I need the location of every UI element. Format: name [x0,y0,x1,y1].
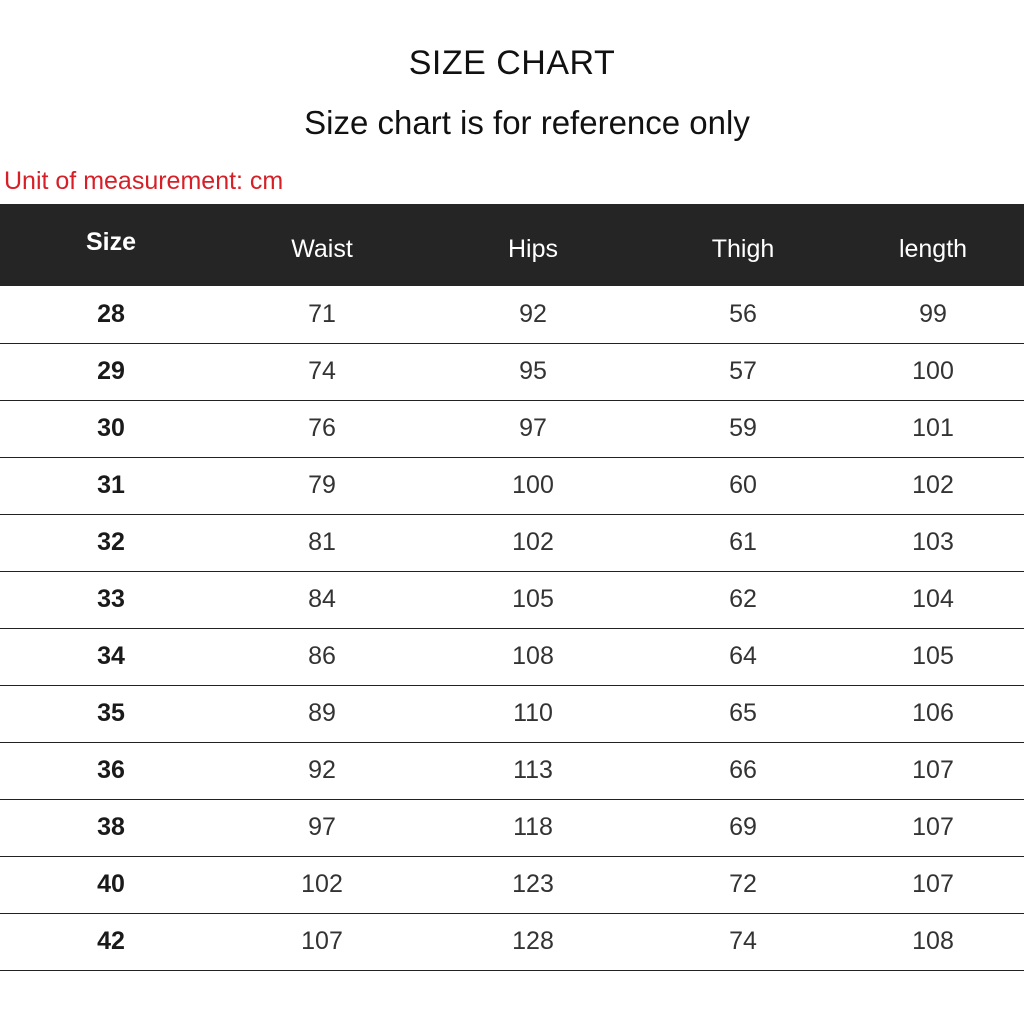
column-header-waist: Waist [291,234,353,263]
cell-thigh: 57 [644,343,842,400]
cell-hips: 108 [422,628,644,685]
cell-thigh: 64 [644,628,842,685]
column-header-length: length [898,234,968,263]
cell-length: 107 [842,856,1024,913]
cell-hips: 105 [422,571,644,628]
page-subtitle: Size chart is for reference only [304,104,750,141]
cell-thigh: 60 [644,457,842,514]
cell-size: 42 [0,913,222,970]
cell-length: 107 [842,742,1024,799]
cell-size: 31 [0,457,222,514]
cell-thigh: 65 [644,685,842,742]
table-body [0,286,1024,970]
table-header [0,204,1024,286]
cell-thigh: 69 [644,799,842,856]
cell-hips: 102 [422,514,644,571]
page-title: SIZE CHART [408,44,616,82]
cell-thigh: 59 [644,400,842,457]
table-header-row [0,204,1024,286]
cell-thigh: 72 [644,856,842,913]
cell-waist: 89 [222,685,422,742]
cell-length: 103 [842,514,1024,571]
cell-hips: 110 [422,685,644,742]
cell-thigh: 66 [644,742,842,799]
cell-size: 38 [0,799,222,856]
cell-size: 35 [0,685,222,742]
cell-waist: 84 [222,571,422,628]
cell-thigh: 62 [644,571,842,628]
cell-hips: 128 [422,913,644,970]
cell-length: 106 [842,685,1024,742]
cell-length: 100 [842,343,1024,400]
cell-thigh: 61 [644,514,842,571]
cell-size: 30 [0,400,222,457]
column-header-size: Size [85,227,137,256]
unit-note: Unit of measurement: cm [4,167,284,195]
cell-length: 101 [842,400,1024,457]
cell-size: 40 [0,856,222,913]
table-row [0,286,1024,343]
cell-waist: 102 [222,856,422,913]
cell-hips: 123 [422,856,644,913]
table-row [0,628,1024,685]
table-row [0,343,1024,400]
cell-length: 104 [842,571,1024,628]
table-row [0,856,1024,913]
cell-size: 36 [0,742,222,799]
cell-size: 29 [0,343,222,400]
table-row [0,913,1024,970]
cell-waist: 107 [222,913,422,970]
cell-length: 99 [842,286,1024,343]
cell-size: 32 [0,514,222,571]
cell-waist: 97 [222,799,422,856]
cell-hips: 100 [422,457,644,514]
cell-hips: 118 [422,799,644,856]
cell-waist: 86 [222,628,422,685]
table-row [0,742,1024,799]
cell-length: 102 [842,457,1024,514]
cell-size: 34 [0,628,222,685]
cell-thigh: 74 [644,913,842,970]
table-row [0,457,1024,514]
cell-length: 107 [842,799,1024,856]
cell-waist: 76 [222,400,422,457]
table-row [0,685,1024,742]
table-row [0,571,1024,628]
cell-waist: 92 [222,742,422,799]
cell-thigh: 56 [644,286,842,343]
table-row [0,799,1024,856]
cell-hips: 113 [422,742,644,799]
cell-hips: 97 [422,400,644,457]
cell-size: 28 [0,286,222,343]
column-header-hips: Hips [507,234,558,263]
cell-waist: 81 [222,514,422,571]
cell-waist: 79 [222,457,422,514]
cell-length: 105 [842,628,1024,685]
cell-hips: 95 [422,343,644,400]
cell-length: 108 [842,913,1024,970]
cell-waist: 74 [222,343,422,400]
table-row [0,514,1024,571]
cell-waist: 71 [222,286,422,343]
column-header-thigh: Thigh [711,234,775,263]
cell-size: 33 [0,571,222,628]
size-chart-table [0,204,1024,971]
cell-hips: 92 [422,286,644,343]
table-row [0,400,1024,457]
